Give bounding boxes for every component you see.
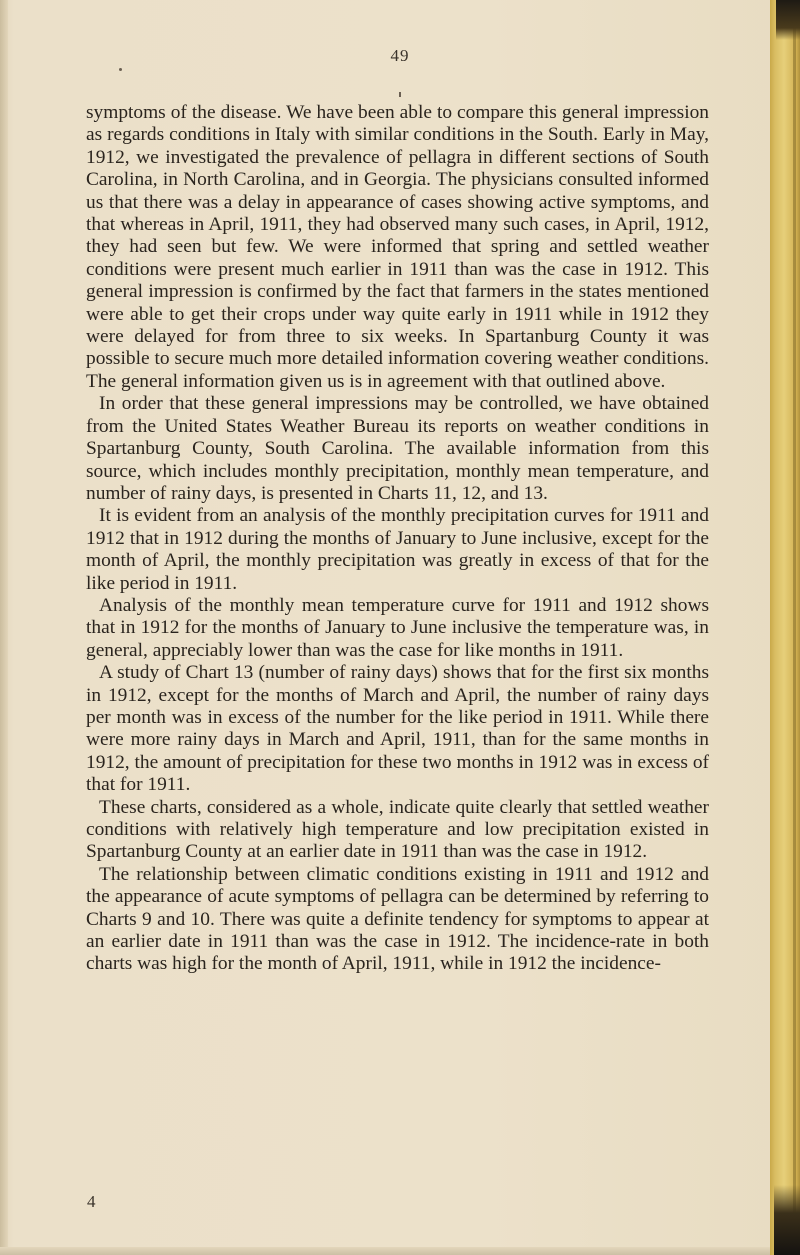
binding-corner-top <box>776 0 800 40</box>
paragraph-1: symptoms of the disease. We have been able to compare this general impression as regards conditions in Italy with similar conditions in the South. Early in May, 1912, we investigated the prevalence of pellagra in different sections of South Carolina, in North Carolina, and in Georgia. The physicians consulted informed us that there was a delay in appearance of cases showing active symptoms, and that whereas in April, 1911, they had observed many such cases, in April, 1912, they had seen but few. We were informed that spring and settled weather conditions were present much earlier in 1911 than was the case in 1912. This general impression is confirmed by the fact that farmers in the states mentioned were able to get their crops under way quite early in 1911 while in 1912 they were delayed for from three to six weeks. In Spartanburg County it was possible to secure much more detailed information covering weather conditions. The general information given us is in agreement with that outlined above. <box>86 102 709 392</box>
binding-shadow <box>793 0 796 1255</box>
paragraph-7: The relationship between climatic conditions existing in 1911 and 1912 and the appearance of acute symptoms of pellagra can be determined by referring to Charts 9 and 10. There was quite a definite tendency for symptoms to appear at an earlier date in 1911 than was the case in 1912. The incidence-rate in both charts was high for the month of April, 1911, while in 1912 the incidence- <box>86 863 709 975</box>
paragraph-6: These charts, considered as a whole, indicate quite clearly that settled weather conditions with relatively high temperature and low precipitation existed in Spartanburg County at an earlier date in 1911 than was the case in 1912. <box>86 796 709 863</box>
body-text <box>86 102 709 976</box>
signature-mark: 4 <box>87 1192 96 1211</box>
page-number: 49 <box>390 46 410 65</box>
page-bottom-edge <box>0 1247 770 1255</box>
binding-corner-bottom <box>774 1185 800 1255</box>
paragraph-4: Analysis of the monthly mean temperature curve for 1911 and 1912 shows that in 1912 for the months of January to June inclusive the temperature was, in general, appreciably lower than was the case for like months in 1911. <box>86 594 709 661</box>
stray-tick-mark <box>399 92 401 97</box>
paragraph-2: In order that these general impressions may be controlled, we have obtained from the United States Weather Bureau its reports on weather conditions in Spartanburg County, South Carolina. The available information from this source, which includes monthly precipitation, monthly mean temperature, and number of rainy days, is presented in Charts 11, 12, and 13. <box>86 393 709 504</box>
stray-dot-mark <box>119 68 122 71</box>
page-left-edge <box>0 0 8 1255</box>
paragraph-5: A study of Chart 13 (number of rainy days) shows that for the first six months in 1912, except for the months of March and April, the number of rainy days per month was in excess of the number for the like period in 1911. While there were more rainy days in March and April, 1911, than for the same months in 1912, the amount of precipitation for these two months in 1912 was in excess of that for 1911. <box>86 662 709 796</box>
paragraph-3: It is evident from an analysis of the monthly precipitation curves for 1911 and 1912 that in 1912 during the months of January to June inclusive, except for the month of April, the monthly precipitation was greatly in excess of that for the like period in 1911. <box>86 505 709 594</box>
